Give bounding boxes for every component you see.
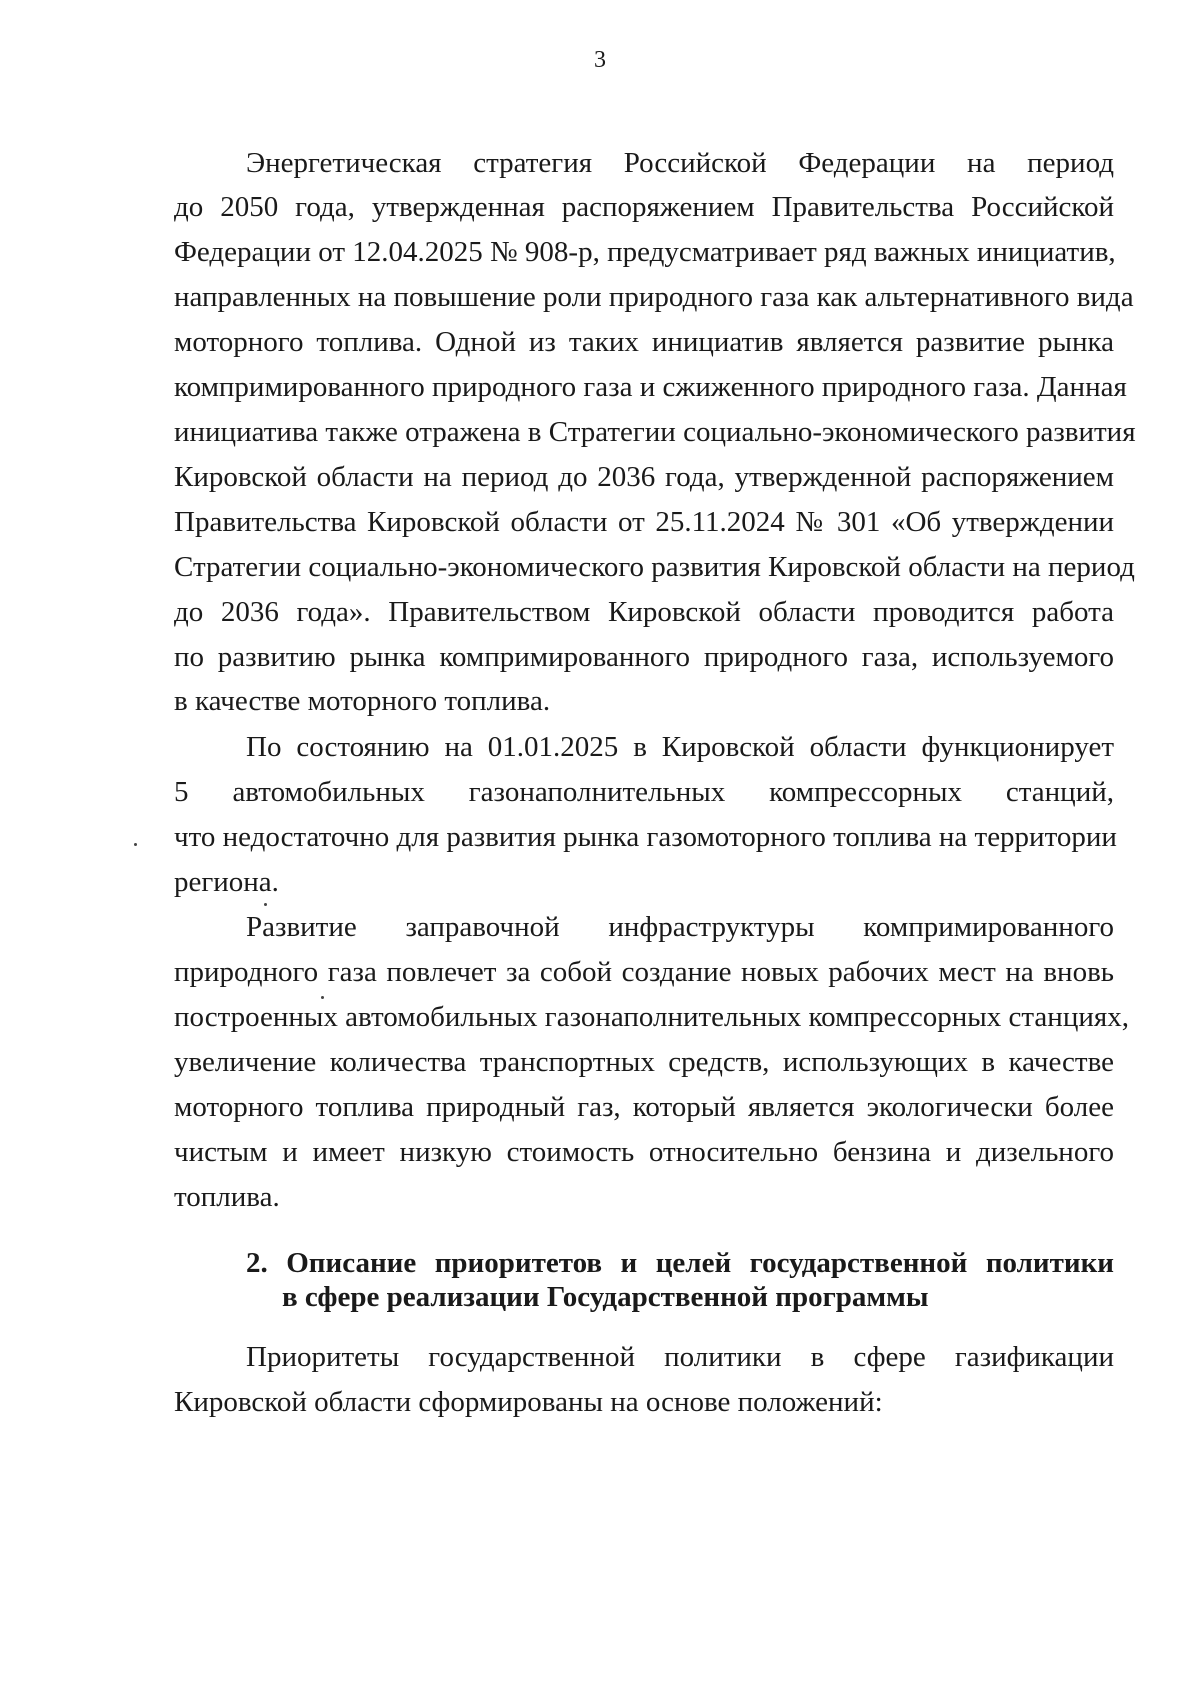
scan-speck — [134, 843, 137, 846]
paragraph-line: Приоритеты государственной политики в сфере газификации — [246, 1341, 1114, 1373]
paragraph-line: чистым и имеет низкую стоимость относительно бензина и дизельного — [174, 1136, 1114, 1168]
scan-speck — [264, 903, 267, 906]
paragraph-line: до 2050 года, утвержденная распоряжением Правительства Российской — [174, 191, 1114, 223]
paragraph-line: направленных на повышение роли природного газа как альтернативного вида — [174, 281, 1134, 313]
paragraph-line: увеличение количества транспортных средств, использующих в качестве — [174, 1046, 1114, 1078]
section-heading-line: в сфере реализации Государственной программы — [282, 1281, 929, 1313]
paragraph-line: региона. — [174, 866, 279, 898]
paragraph-line: в качестве моторного топлива. — [174, 685, 551, 717]
paragraph-line: 5 автомобильных газонаполнительных компрессорных станций, — [174, 776, 1114, 808]
paragraph-line: моторного топлива. Одной из таких инициатив является развитие рынка — [174, 326, 1114, 358]
paragraph-line: построенных автомобильных газонаполнительных компрессорных станциях, — [174, 1001, 1129, 1033]
paragraph-line: Правительства Кировской области от 25.11.2024 № 301 «Об утверждении — [174, 506, 1114, 538]
paragraph-line: что недостаточно для развития рынка газомоторного топлива на территории — [174, 821, 1117, 853]
paragraph-line: Энергетическая стратегия Российской Федерации на период — [246, 147, 1114, 179]
paragraph-line: компримированного природного газа и сжиженного природного газа. Данная — [174, 371, 1127, 403]
paragraph-line: до 2036 года». Правительством Кировской области проводится работа — [174, 596, 1114, 628]
paragraph-line: Федерации от 12.04.2025 № 908-р, предусматривает ряд важных инициатив, — [174, 236, 1116, 268]
paragraph-line: инициатива также отражена в Стратегии социально-экономического развития — [174, 416, 1136, 448]
paragraph-line: Стратегии социально-экономического развития Кировской области на период — [174, 551, 1135, 583]
paragraph-line: по развитию рынка компримированного природного газа, используемого — [174, 641, 1114, 673]
paragraph-line: моторного топлива природный газ, который является экологически более — [174, 1091, 1114, 1123]
paragraph-line: По состоянию на 01.01.2025 в Кировской области функционирует — [246, 731, 1114, 763]
paragraph-line: Развитие заправочной инфраструктуры компримированного — [246, 911, 1114, 943]
paragraph-line: Кировской области сформированы на основе положений: — [174, 1386, 883, 1418]
section-heading-line: 2. Описание приоритетов и целей государственной политики — [246, 1247, 1114, 1279]
scan-speck — [321, 996, 324, 999]
paragraph-line: природного газа повлечет за собой создание новых рабочих мест на вновь — [174, 956, 1114, 988]
paragraph-line: Кировской области на период до 2036 года, утвержденной распоряжением — [174, 461, 1114, 493]
paragraph-line: топлива. — [174, 1181, 280, 1213]
page-number: 3 — [594, 47, 606, 73]
